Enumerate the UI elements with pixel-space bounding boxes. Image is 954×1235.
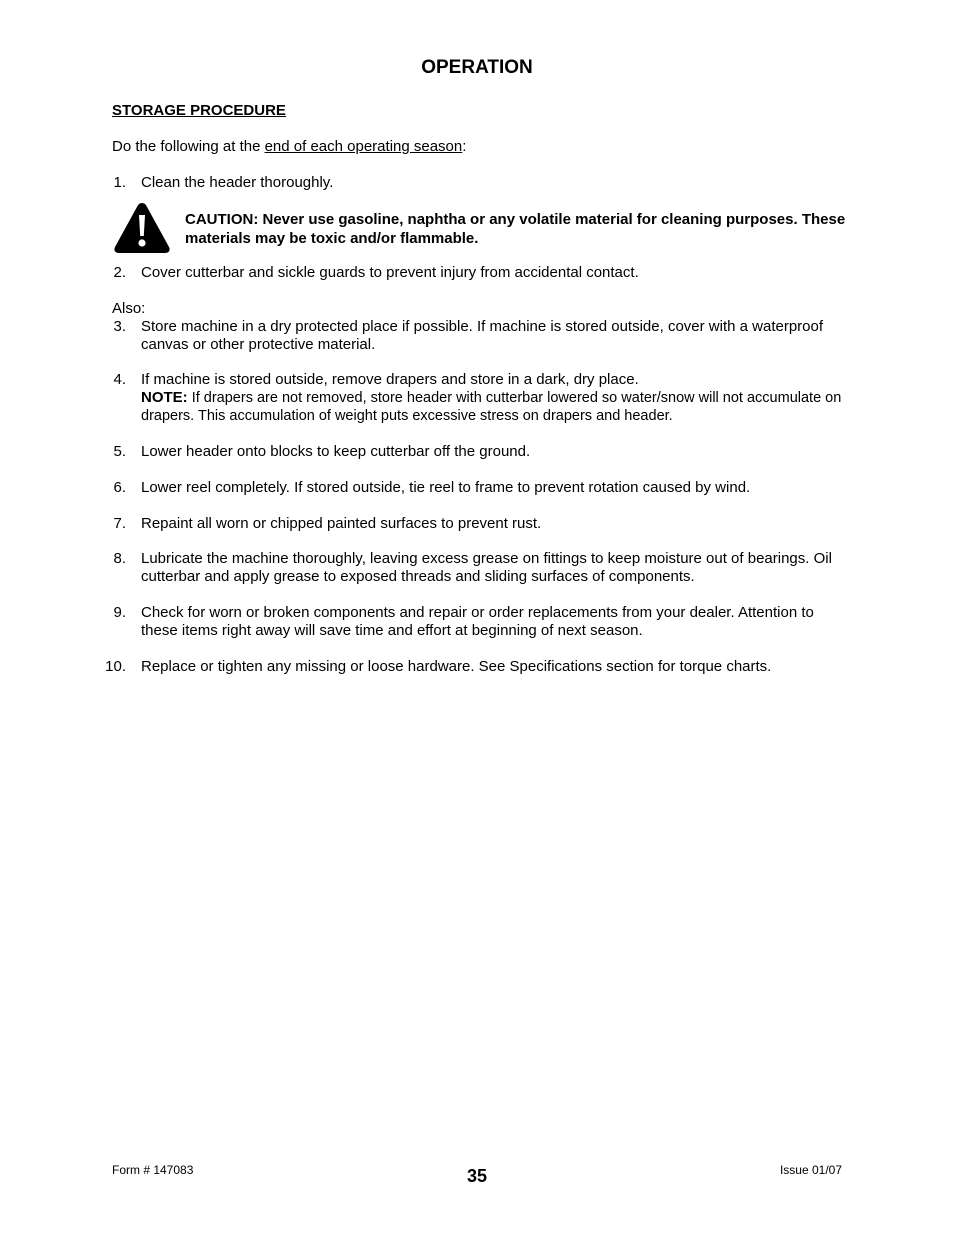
list-item-number: 10. <box>105 658 126 675</box>
list-item-text: Clean the header thoroughly. <box>141 174 334 191</box>
footer-form-number: Form # 147083 <box>112 1163 194 1177</box>
list-item-number: 3. <box>113 318 126 335</box>
list-item-text: Lubricate the machine thoroughly, leaving excess grease on fittings to keep moisture out of bearings. Oil cutterbar and apply grease to exposed threads and sliding surfaces of components. <box>141 550 832 585</box>
note-text: If drapers are not removed, store header with cutterbar lowered so water/snow will not accumulate on drapers. This accumulation of weight puts excessive stress on drapers and header. <box>141 390 842 424</box>
list-item-number: 7. <box>113 515 126 532</box>
list-item-number: 6. <box>113 479 126 496</box>
intro-suffix: : <box>462 138 467 155</box>
list-item-number: 1. <box>113 174 126 191</box>
intro-underlined: end of each operating season <box>264 138 463 155</box>
section-heading: STORAGE PROCEDURE <box>112 102 286 119</box>
list-item-text: Replace or tighten any missing or loose hardware. See Specifications section for torque charts. <box>141 658 772 675</box>
list-item-text <box>141 371 846 425</box>
list-item-number: 8. <box>113 550 126 567</box>
footer-issue: Issue 01/07 <box>779 1163 842 1177</box>
list-item-main-text: If machine is stored outside, remove drapers and store in a dark, dry place. <box>141 371 639 388</box>
list-item-number: 5. <box>113 443 126 460</box>
list-item-text: Store machine in a dry protected place if possible. If machine is stored outside, cover with a waterproof canvas or other protective material. <box>141 318 824 353</box>
list-item-number: 2. <box>113 264 126 281</box>
intro-prefix: Do the following at the <box>112 138 265 155</box>
list-item-text: Lower header onto blocks to keep cutterbar off the ground. <box>141 443 531 460</box>
note-label: NOTE: <box>141 389 188 406</box>
note-block <box>141 389 846 425</box>
list-item-text: Check for worn or broken components and repair or order replacements from your dealer. Attention to these items right away will save time and effort at beginning of next season. <box>141 604 814 639</box>
list-item-text: Cover cutterbar and sickle guards to prevent injury from accidental contact. <box>141 264 639 281</box>
list-item-text: Lower reel completely. If stored outside, tie reel to frame to prevent rotation caused by wind. <box>141 479 751 496</box>
intro-text <box>112 138 466 156</box>
list-item-text: Repaint all worn or chipped painted surfaces to prevent rust. <box>141 515 542 532</box>
list-item-number: 4. <box>113 371 126 388</box>
list-item-number: 9. <box>113 604 126 621</box>
page-number: 35 <box>466 1166 488 1186</box>
warning-triangle-icon <box>112 200 172 255</box>
page-title: OPERATION <box>421 57 533 78</box>
also-label: Also: <box>112 300 146 317</box>
caution-text: CAUTION: Never use gasoline, naphtha or any volatile material for cleaning purposes. These materials may be toxic and/or flammable. <box>185 211 846 247</box>
